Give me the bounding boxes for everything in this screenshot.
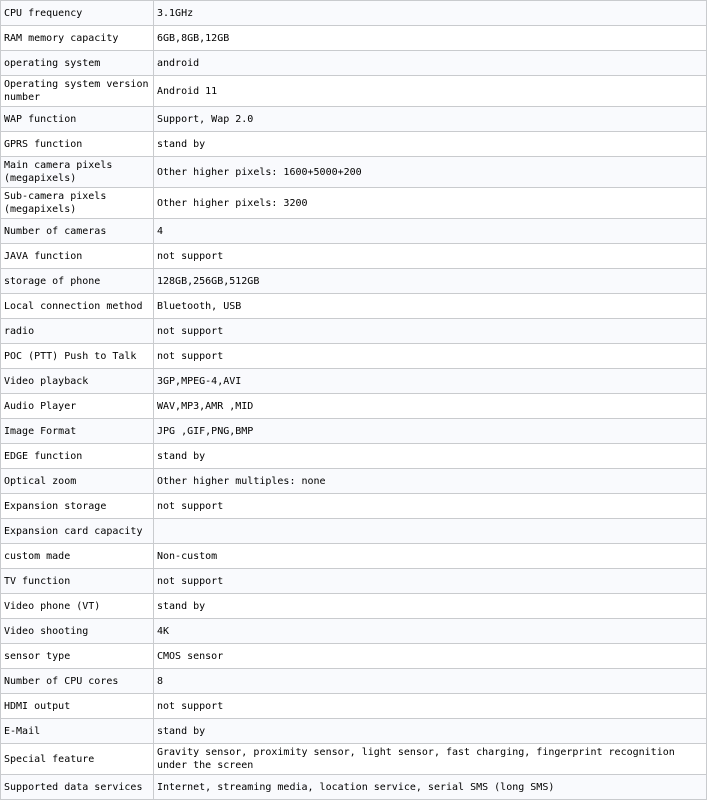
spec-value-cell: Other higher pixels: 1600+5000+200 — [154, 157, 707, 188]
spec-value-cell: Bluetooth, USB — [154, 294, 707, 319]
spec-label-cell: Local connection method — [1, 294, 154, 319]
spec-label-cell: sensor type — [1, 644, 154, 669]
spec-value-cell: 3GP,MPEG-4,AVI — [154, 369, 707, 394]
spec-label-cell: Expansion card capacity — [1, 519, 154, 544]
spec-value-cell: CMOS sensor — [154, 644, 707, 669]
spec-table-body — [1, 1, 707, 800]
spec-row — [1, 369, 707, 394]
spec-value-cell: Support, Wap 2.0 — [154, 107, 707, 132]
spec-label-cell: Sub-camera pixels (megapixels) — [1, 188, 154, 219]
spec-row — [1, 76, 707, 107]
spec-label-cell: Number of CPU cores — [1, 669, 154, 694]
spec-value-cell: stand by — [154, 444, 707, 469]
spec-row — [1, 51, 707, 76]
spec-value-cell: stand by — [154, 132, 707, 157]
spec-value-cell: WAV,MP3,AMR ,MID — [154, 394, 707, 419]
spec-row — [1, 1, 707, 26]
spec-value-cell: not support — [154, 569, 707, 594]
spec-row — [1, 719, 707, 744]
spec-value-cell: Android 11 — [154, 76, 707, 107]
spec-value-cell: not support — [154, 319, 707, 344]
spec-row — [1, 294, 707, 319]
spec-value-cell: 128GB,256GB,512GB — [154, 269, 707, 294]
spec-value-cell: stand by — [154, 719, 707, 744]
spec-row — [1, 269, 707, 294]
spec-label-cell: custom made — [1, 544, 154, 569]
spec-label-cell: WAP function — [1, 107, 154, 132]
spec-label-cell: Video playback — [1, 369, 154, 394]
spec-value-cell: 3.1GHz — [154, 1, 707, 26]
spec-row — [1, 444, 707, 469]
spec-row — [1, 469, 707, 494]
spec-row — [1, 188, 707, 219]
spec-row — [1, 107, 707, 132]
spec-label-cell: GPRS function — [1, 132, 154, 157]
spec-row — [1, 394, 707, 419]
spec-row — [1, 344, 707, 369]
spec-row — [1, 544, 707, 569]
spec-row — [1, 319, 707, 344]
spec-value-cell: not support — [154, 694, 707, 719]
spec-label-cell: JAVA function — [1, 244, 154, 269]
spec-row — [1, 569, 707, 594]
spec-value-cell — [154, 519, 707, 544]
spec-row — [1, 619, 707, 644]
spec-value-cell: JPG ,GIF,PNG,BMP — [154, 419, 707, 444]
spec-value-cell: 8 — [154, 669, 707, 694]
spec-label-cell: operating system — [1, 51, 154, 76]
spec-label-cell: Expansion storage — [1, 494, 154, 519]
spec-value-cell: android — [154, 51, 707, 76]
spec-value-cell: not support — [154, 244, 707, 269]
spec-row — [1, 419, 707, 444]
spec-value-cell: 6GB,8GB,12GB — [154, 26, 707, 51]
spec-row — [1, 519, 707, 544]
spec-row — [1, 744, 707, 775]
spec-value-cell: stand by — [154, 594, 707, 619]
spec-label-cell: HDMI output — [1, 694, 154, 719]
spec-row — [1, 694, 707, 719]
spec-label-cell: Number of cameras — [1, 219, 154, 244]
spec-label-cell: TV function — [1, 569, 154, 594]
spec-row — [1, 644, 707, 669]
spec-row — [1, 494, 707, 519]
spec-value-cell: 4K — [154, 619, 707, 644]
spec-row — [1, 219, 707, 244]
spec-row — [1, 775, 707, 800]
spec-label-cell: Image Format — [1, 419, 154, 444]
spec-row — [1, 157, 707, 188]
spec-label-cell: Main camera pixels (megapixels) — [1, 157, 154, 188]
spec-label-cell: radio — [1, 319, 154, 344]
spec-value-cell: 4 — [154, 219, 707, 244]
spec-row — [1, 594, 707, 619]
spec-label-cell: Supported data services — [1, 775, 154, 800]
spec-label-cell: EDGE function — [1, 444, 154, 469]
spec-label-cell: storage of phone — [1, 269, 154, 294]
spec-row — [1, 669, 707, 694]
spec-value-cell: Non-custom — [154, 544, 707, 569]
spec-label-cell: POC (PTT) Push to Talk — [1, 344, 154, 369]
spec-label-cell: Audio Player — [1, 394, 154, 419]
spec-label-cell: RAM memory capacity — [1, 26, 154, 51]
spec-value-cell: not support — [154, 494, 707, 519]
spec-value-cell: Gravity sensor, proximity sensor, light sensor, fast charging, fingerprint recognition under the screen — [154, 744, 707, 775]
spec-label-cell: E-Mail — [1, 719, 154, 744]
spec-label-cell: Video shooting — [1, 619, 154, 644]
spec-label-cell: Video phone (VT) — [1, 594, 154, 619]
spec-label-cell: Optical zoom — [1, 469, 154, 494]
spec-label-cell: CPU frequency — [1, 1, 154, 26]
spec-label-cell: Special feature — [1, 744, 154, 775]
spec-value-cell: Other higher multiples: none — [154, 469, 707, 494]
spec-row — [1, 244, 707, 269]
spec-row — [1, 132, 707, 157]
spec-value-cell: Internet, streaming media, location service, serial SMS (long SMS) — [154, 775, 707, 800]
spec-label-cell: Operating system version number — [1, 76, 154, 107]
spec-value-cell: Other higher pixels: 3200 — [154, 188, 707, 219]
spec-value-cell: not support — [154, 344, 707, 369]
spec-row — [1, 26, 707, 51]
